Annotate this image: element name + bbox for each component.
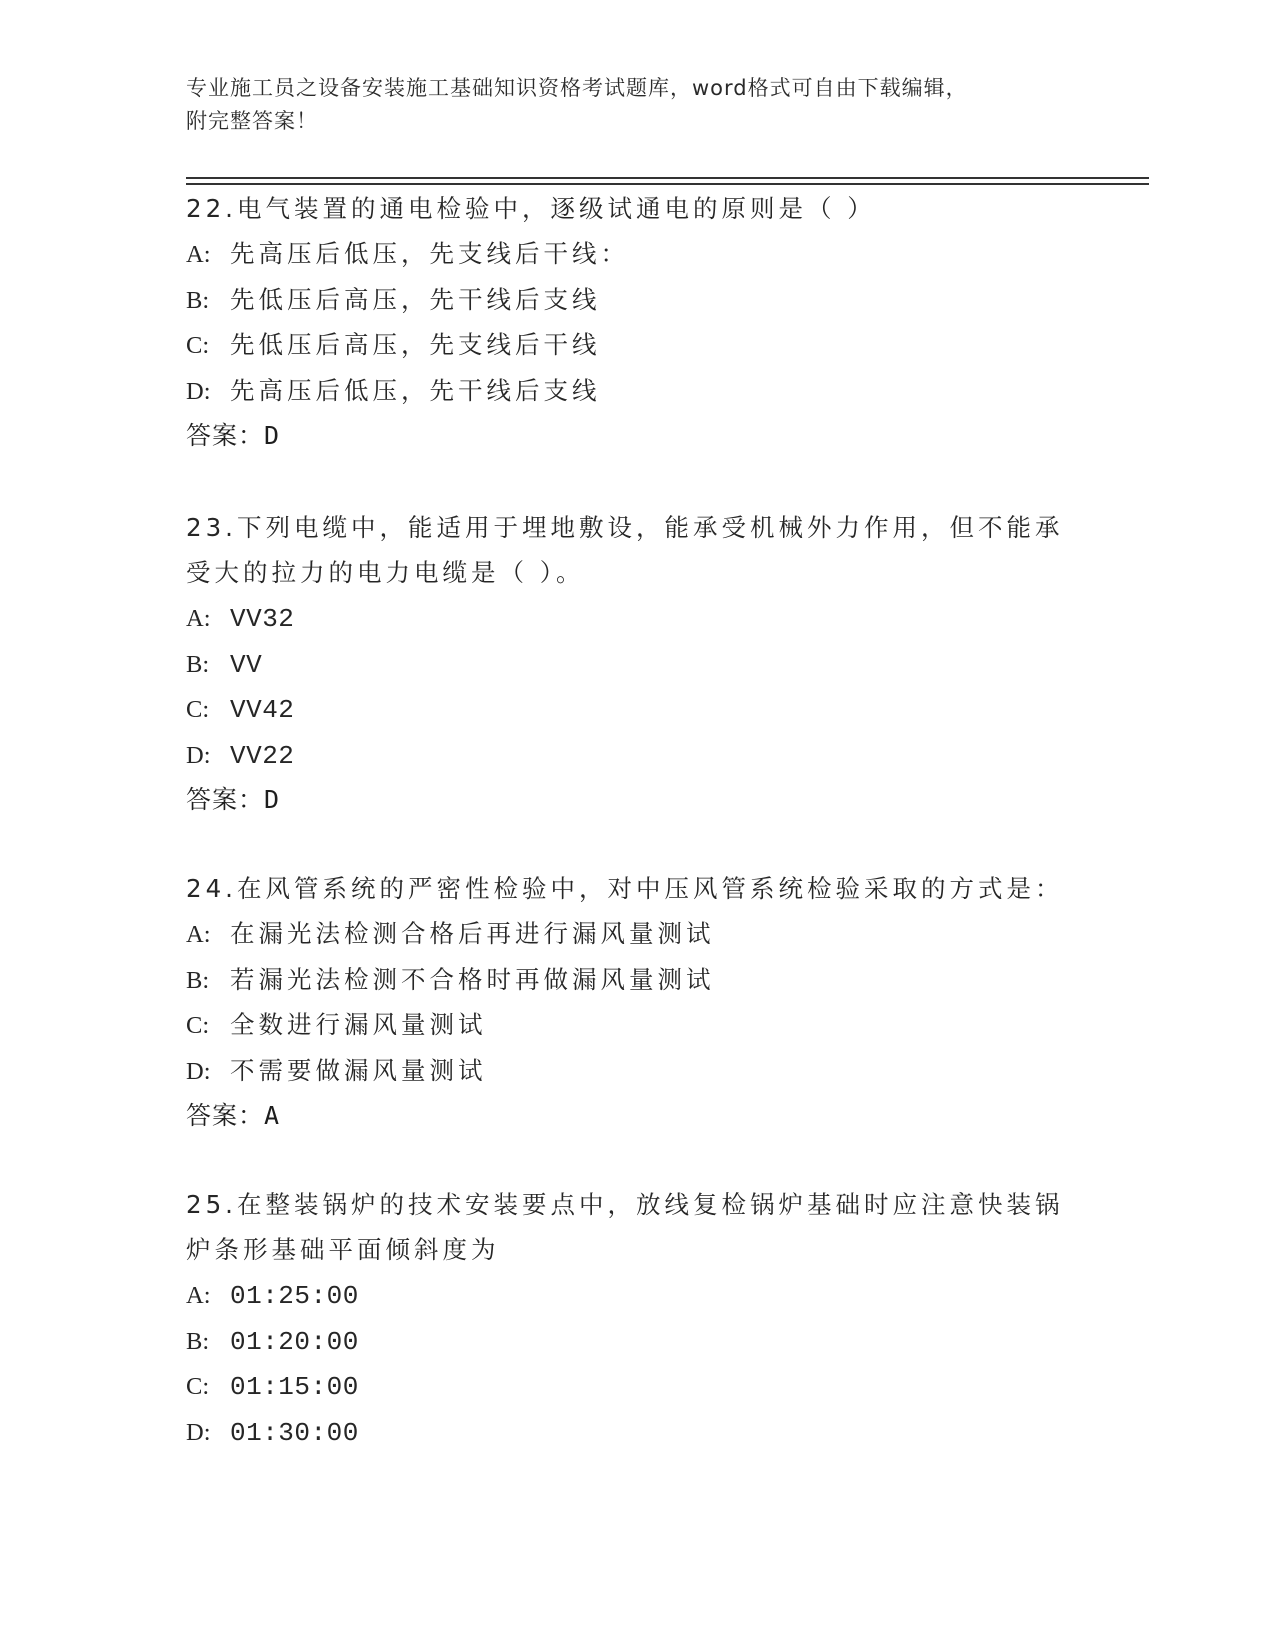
question-stem: 23.下列电缆中，能适用于埋地敷设，能承受机械外力作用，但不能承受大的拉力的电力电缆是（ ）。 [186,513,1064,587]
option-text: 01:25:00 [230,1281,359,1311]
option-letter: D: [186,377,211,405]
document-header [186,72,1066,138]
option-letter: A: [186,921,211,948]
option-text: 先高压后低压，先干线后支线 [230,375,601,405]
question-22 [186,186,1086,458]
answer-line [186,1093,1086,1138]
option-text: 01:30:00 [230,1417,359,1448]
option-a [186,911,1086,957]
option-letter: B: [186,1327,210,1355]
answer-value: A [264,1101,280,1130]
option-letter: B: [186,966,210,994]
option-b [186,1318,1086,1364]
option-text: 先低压后高压，先支线后干线 [230,330,601,359]
answer-value: D [264,785,280,814]
option-text: 01:15:00 [230,1372,359,1402]
option-a [186,1272,1086,1318]
question-stem: 25.在整装锅炉的技术安装要点中，放线复检锅炉基础时应注意快装锅炉条形基础平面倾斜度为 [186,1190,1064,1264]
question-stem: 24.在风管系统的严密性检验中，对中压风管系统检验采取的方式是： [186,874,1064,903]
option-letter: B: [186,650,210,678]
question-25 [186,1182,1086,1454]
option-letter: D: [186,1418,211,1446]
question-stem: 22.电气装置的通电检验中，逐级试通电的原则是（ ） [186,194,876,223]
option-letter: A: [186,241,211,268]
option-text: 在漏光法检测合格后再进行漏风量测试 [230,919,715,948]
answer-label: 答案： [186,1101,265,1130]
option-letter: D: [186,741,211,769]
option-text: 01:20:00 [230,1326,359,1357]
option-text: VV22 [230,740,295,771]
option-c [186,1363,1086,1409]
option-c [186,1002,1086,1048]
option-text: VV [230,649,263,680]
question-23 [186,505,1086,822]
option-d [186,1409,1086,1455]
header-divider-top [186,177,1149,179]
option-letter: C: [186,1373,210,1400]
answer-label: 答案： [186,421,265,450]
option-letter: A: [186,605,211,632]
option-text: 先低压后高压，先干线后支线 [230,284,601,314]
header-line-1: 专业施工员之设备安装施工基础知识资格考试题库，word格式可自由下载编辑， [186,76,968,100]
option-letter: B: [186,286,210,314]
option-d [186,732,1086,778]
header-divider-bottom [186,183,1149,185]
answer-line [186,413,1086,458]
question-24 [186,866,1086,1138]
option-d [186,368,1086,414]
option-text: VV42 [230,695,295,725]
option-text: 不需要做漏风量测试 [230,1055,487,1085]
option-letter: C: [186,696,210,723]
answer-line [186,777,1086,822]
header-line-2: 附完整答案！ [186,109,318,133]
option-c [186,322,1086,368]
option-text: 若漏光法检测不合格时再做漏风量测试 [230,964,715,994]
option-a [186,595,1086,641]
option-text: VV32 [230,604,295,634]
option-b [186,957,1086,1003]
option-letter: D: [186,1057,211,1085]
option-text: 全数进行漏风量测试 [230,1010,487,1039]
option-a [186,231,1086,277]
option-b [186,641,1086,687]
option-letter: A: [186,1282,211,1309]
option-letter: C: [186,1012,210,1039]
option-d [186,1048,1086,1094]
option-c [186,686,1086,732]
answer-label: 答案： [186,785,265,814]
answer-value: D [264,421,280,450]
option-b [186,277,1086,323]
option-text: 先高压后低压，先支线后干线： [230,239,629,268]
option-letter: C: [186,332,210,359]
